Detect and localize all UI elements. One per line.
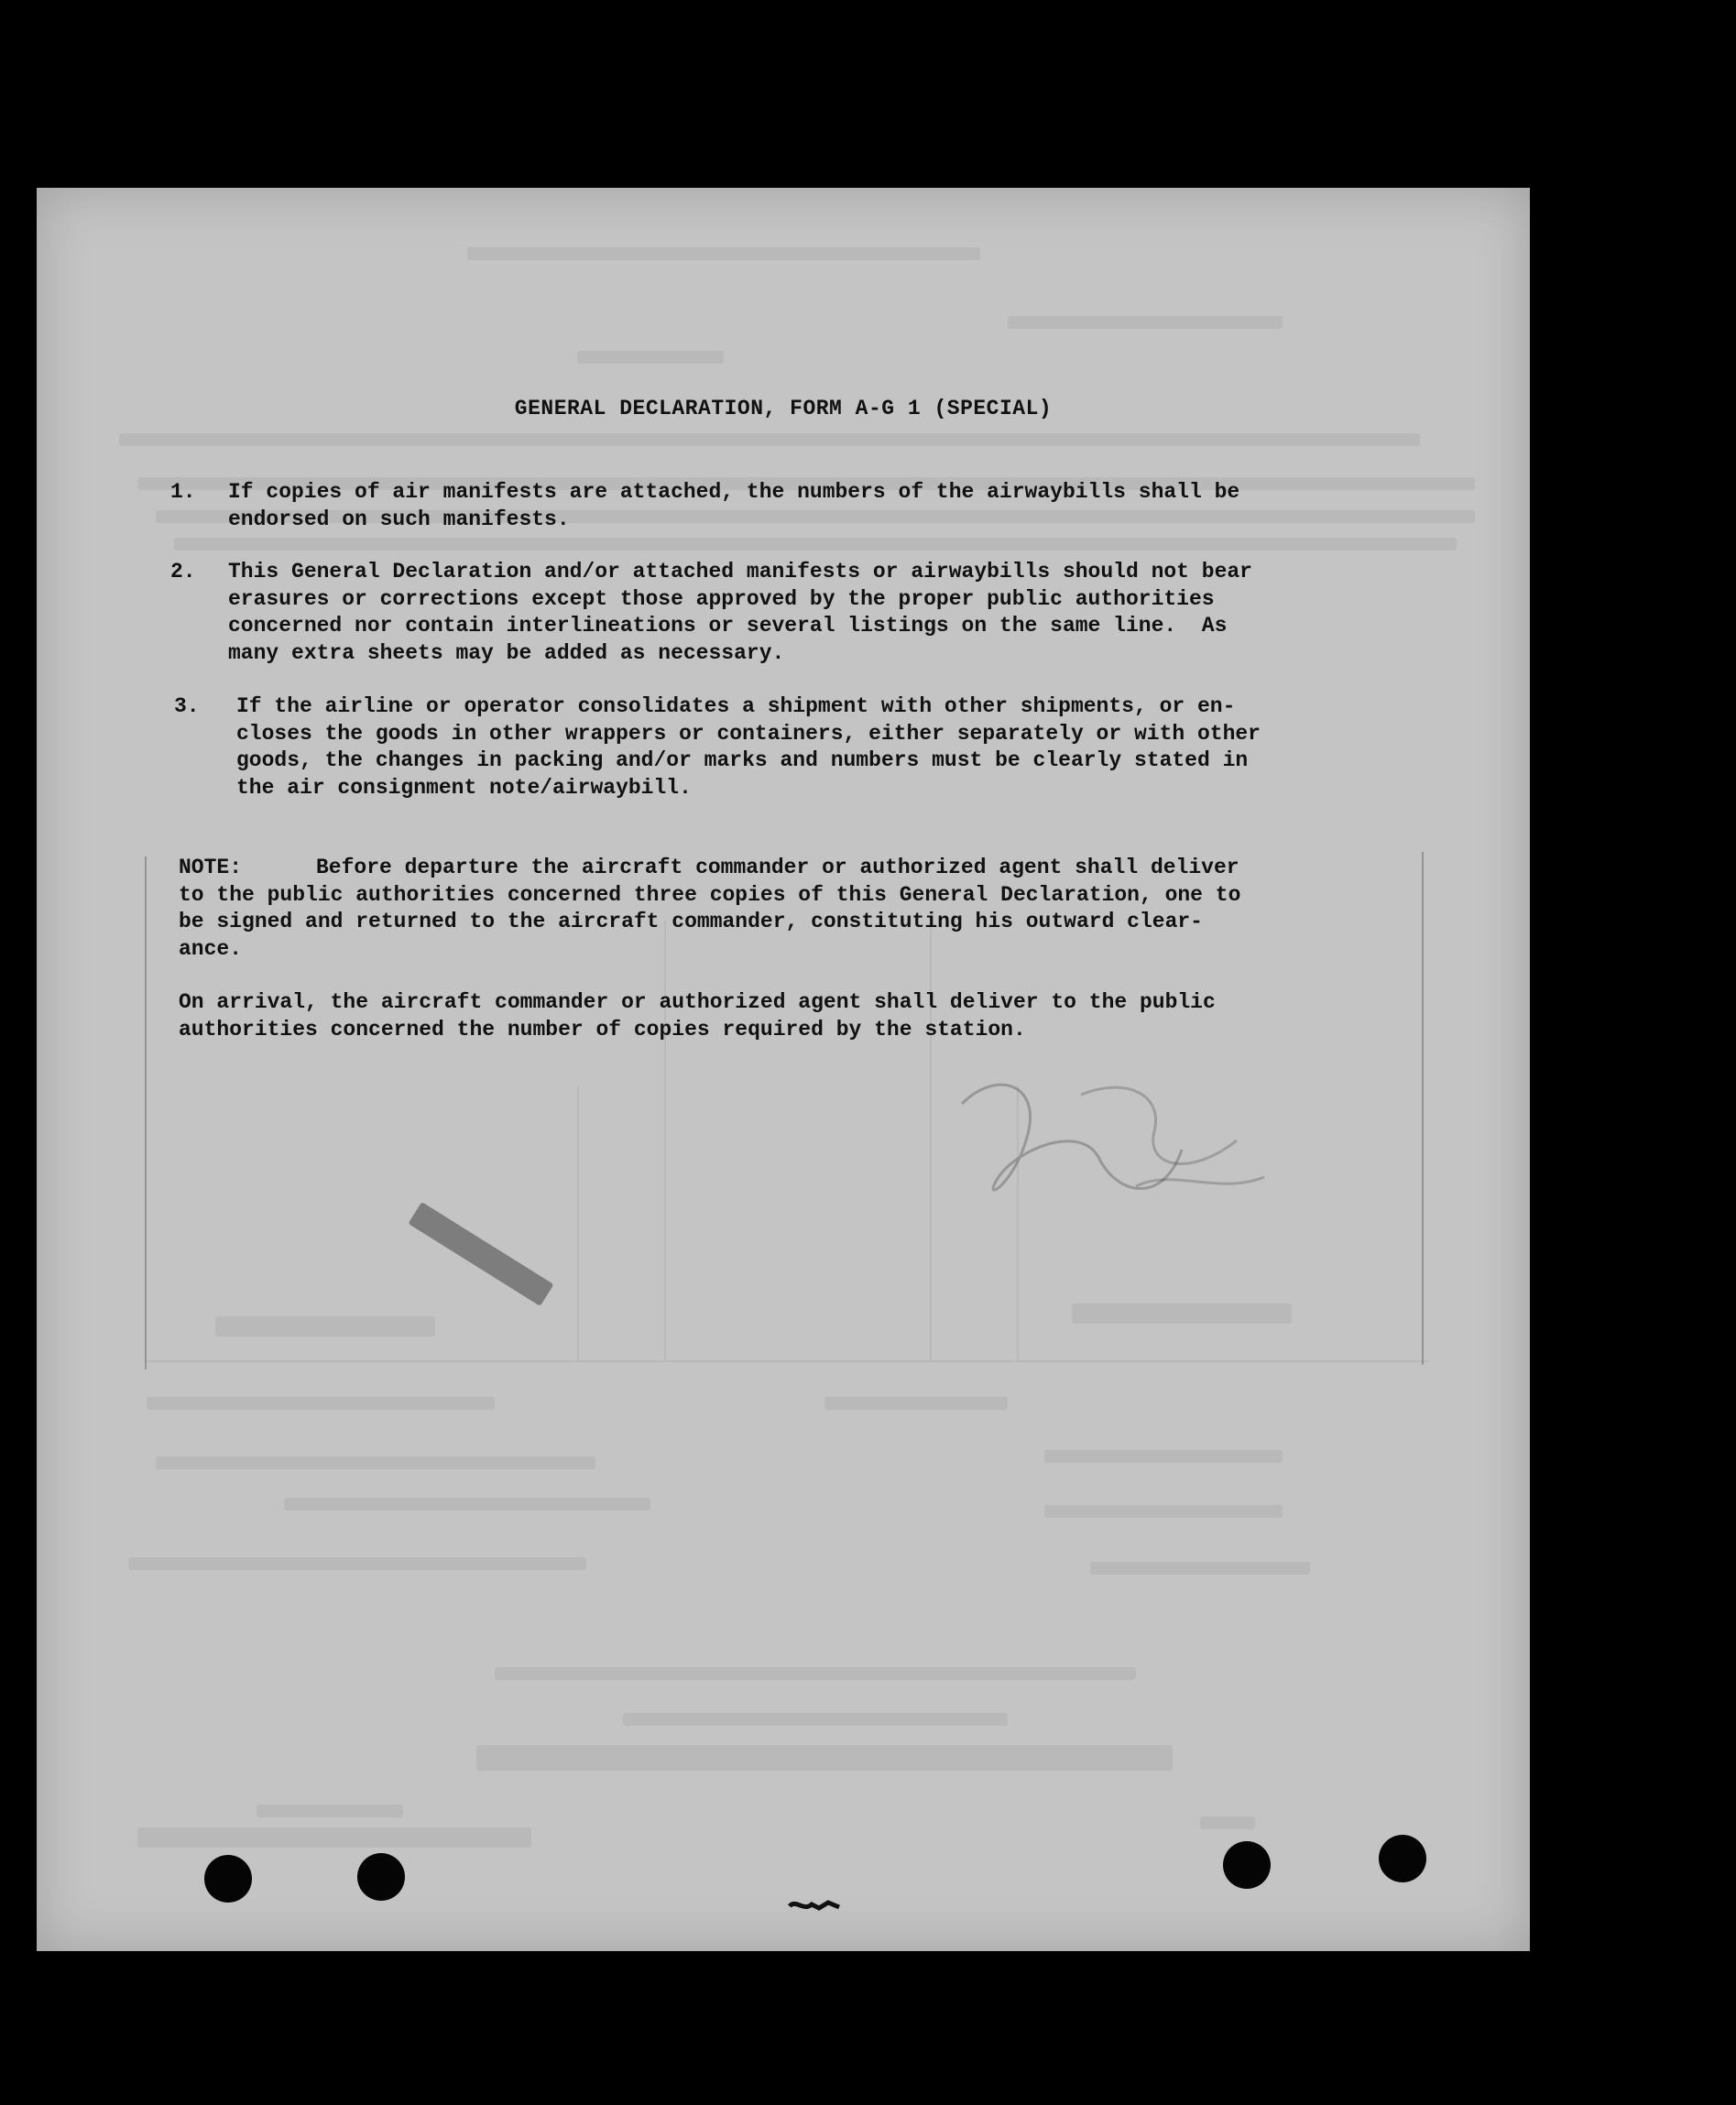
- bleed-through-mark: [467, 247, 980, 260]
- bleed-through-mark: [147, 1397, 495, 1410]
- bleed-through-mark: [156, 1456, 595, 1469]
- instruction-item-1: [170, 479, 1380, 534]
- note-label: NOTE:: [179, 856, 243, 879]
- bleed-through-mark: [495, 1667, 1136, 1680]
- ink-stamp-mark: [408, 1202, 553, 1306]
- scanned-document-page: [37, 188, 1530, 1951]
- note-frame-left-rule: [145, 856, 147, 1369]
- item-line: goods, the changes in packing and/or marks and numbers must be clearly stated in: [236, 748, 1249, 772]
- bleed-through-mark: [1044, 1505, 1283, 1518]
- punch-hole: [357, 1853, 405, 1901]
- bleed-through-mark: [1008, 316, 1283, 329]
- instruction-item-3: [174, 693, 1392, 803]
- bleed-through-mark: [1200, 1816, 1255, 1829]
- note-line: Before departure the aircraft commander or authorized agent shall deliver: [316, 856, 1239, 879]
- bleed-through-mark: [623, 1713, 1008, 1726]
- bleed-through-mark: [476, 1745, 1173, 1771]
- item-line: endorsed on such manifests.: [228, 507, 570, 531]
- item-line: closes the goods in other wrappers or containers, either separately or with other: [236, 721, 1261, 746]
- instruction-item-2: [170, 559, 1380, 669]
- bleed-through-mark: [174, 538, 1457, 551]
- note-line: to the public authorities concerned three copies of this General Declaration, one to: [179, 882, 1241, 907]
- item-line: many extra sheets may be added as necessary.: [228, 640, 785, 665]
- bleed-through-mark: [1044, 1450, 1283, 1463]
- bleed-through-mark: [824, 1397, 1008, 1410]
- bleed-through-mark: [128, 1557, 586, 1570]
- item-line: erasures or corrections except those approved by the proper public authorities: [228, 586, 1215, 611]
- note-frame-right-rule: [1422, 852, 1424, 1365]
- bleed-through-mark: [137, 1827, 531, 1848]
- punch-hole: [1379, 1835, 1426, 1882]
- item-text: [236, 693, 1392, 802]
- bleed-through-mark: [257, 1805, 403, 1817]
- arrival-line: authorities concerned the number of copies required by the station.: [179, 1017, 1026, 1042]
- bleed-through-mark: [1072, 1303, 1292, 1324]
- item-line: If the airline or operator consolidates a shipment with other shipments, or en-: [236, 694, 1236, 718]
- item-line: If copies of air manifests are attached, the numbers of the airwaybills shall be: [228, 480, 1240, 504]
- arrival-line: On arrival, the aircraft commander or authorized agent shall deliver to the public: [179, 990, 1216, 1014]
- bleed-through-mark: [577, 351, 724, 364]
- note-line: be signed and returned to the aircraft commander, constituting his outward clear-: [179, 910, 1203, 933]
- form-heading: GENERAL DECLARATION, FORM A-G 1 (SPECIAL): [514, 397, 1053, 420]
- bleed-through-mark: [119, 433, 1420, 446]
- note-section: [179, 855, 1406, 1043]
- bleed-through-rule: [147, 1360, 1429, 1362]
- item-line: the air consignment note/airwaybill.: [236, 775, 692, 800]
- item-number: 1.: [170, 480, 196, 504]
- bleed-through-rule: [577, 1085, 579, 1360]
- faint-signature-mark: [944, 1067, 1292, 1232]
- bleed-through-mark: [215, 1316, 435, 1336]
- item-text: [228, 559, 1378, 667]
- bleed-through-mark: [284, 1498, 650, 1511]
- punch-hole: [1223, 1841, 1271, 1889]
- item-number: 3.: [174, 694, 200, 718]
- punch-hole: [204, 1855, 252, 1903]
- item-line: concerned nor contain interlineations or several listings on the same line. As: [228, 614, 1228, 638]
- bleed-through-mark: [1090, 1562, 1310, 1575]
- note-line: ance.: [179, 936, 243, 961]
- item-text: [228, 479, 1378, 533]
- item-line: This General Declaration and/or attached manifests or airwaybills should not bear: [228, 560, 1252, 584]
- ink-blot-mark: [788, 1899, 843, 1914]
- item-number: 2.: [170, 560, 196, 584]
